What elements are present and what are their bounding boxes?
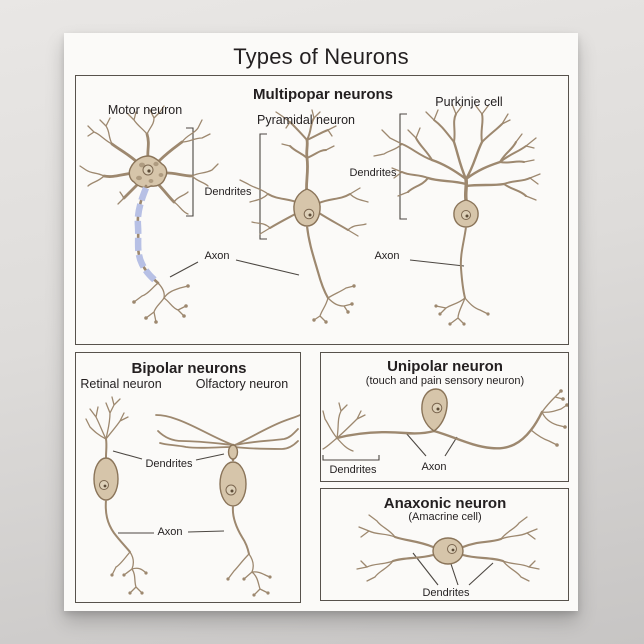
- anaxonic-dendrites-label: Dendrites: [422, 587, 470, 599]
- pyramidal-neuron-drawing: [240, 110, 368, 324]
- purkinje-cell-label: Purkinje cell: [435, 95, 503, 109]
- axon-leader-left: [406, 433, 426, 456]
- unipolar-neuron-drawing: [323, 389, 568, 451]
- unipolar-subheading: (touch and pain sensory neuron): [365, 375, 525, 387]
- retinal-axon: [106, 500, 130, 552]
- dendrites-leader-3: [469, 563, 493, 585]
- dendrites-bracket: [323, 455, 379, 460]
- anaxonic-heading: Anaxonic neuron: [383, 495, 507, 512]
- olfactory-axon: [233, 506, 249, 554]
- axon-leader-motor: [170, 262, 198, 277]
- olfactory-neuron-label: Olfactory neuron: [195, 377, 289, 391]
- axon-leader-purkinje: [410, 260, 464, 266]
- anaxonic-neuron-drawing: [357, 515, 539, 581]
- retinal-axon-terminals: [112, 552, 146, 593]
- multipolar-heading: Multipopar neurons: [253, 86, 393, 103]
- axon-leader-pyramidal: [236, 260, 299, 275]
- purkinje-cell-drawing: [374, 104, 540, 326]
- dendrites-leader-olfactory: [196, 454, 224, 460]
- olfactory-cilia: [156, 415, 300, 449]
- retinal-neuron-label: Retinal neuron: [80, 377, 162, 391]
- bipolar-heading: Bipolar neurons: [131, 360, 247, 377]
- pyramidal-axon: [307, 226, 328, 298]
- unipolar-panel: [320, 352, 569, 482]
- bipolar-dendrites-label: Dendrites: [145, 458, 193, 470]
- purkinje-axon-terminals: [436, 298, 488, 324]
- bipolar-panel: [75, 352, 301, 603]
- unipolar-axon-left: [337, 431, 434, 438]
- retinal-neuron-drawing: [86, 397, 148, 595]
- page-title: Types of Neurons: [233, 44, 409, 69]
- pyramidal-neuron-label: Pyramidal neuron: [257, 113, 355, 127]
- dendrites-label-left: Dendrites: [204, 186, 252, 198]
- unipolar-heading: Unipolar neuron: [387, 358, 503, 375]
- anaxonic-subheading: (Amacrine cell): [408, 511, 482, 523]
- unipolar-dendrites: [323, 403, 365, 451]
- purkinje-dendrites-bracket: [400, 114, 407, 219]
- unipolar-axon-label: Axon: [421, 461, 447, 473]
- motor-axon-terminals: [134, 283, 188, 322]
- neuron-poster: [64, 33, 578, 611]
- axon-label-left: Axon: [204, 250, 230, 262]
- dendrites-label-right: Dendrites: [349, 167, 397, 179]
- unipolar-dendrites-label: Dendrites: [329, 464, 377, 476]
- dendrites-leader-2: [451, 564, 458, 585]
- axon-leader-olfactory: [188, 531, 224, 532]
- axon-leader-right: [445, 437, 457, 456]
- dendrites-leader-retinal: [113, 451, 142, 459]
- motor-neuron-label: Motor neuron: [107, 103, 183, 117]
- pyramidal-axon-terminals: [314, 286, 354, 322]
- axon-label-right: Axon: [374, 250, 400, 262]
- unipolar-axon-right: [434, 412, 542, 448]
- motor-neuron-drawing: [80, 106, 218, 324]
- anaxonic-panel: [320, 488, 569, 601]
- purkinje-axon: [461, 227, 466, 298]
- multipolar-panel: [75, 75, 569, 345]
- bipolar-axon-label: Axon: [157, 526, 183, 538]
- olfactory-neuron-drawing: [156, 415, 300, 597]
- olfactory-axon-terminals: [228, 554, 270, 595]
